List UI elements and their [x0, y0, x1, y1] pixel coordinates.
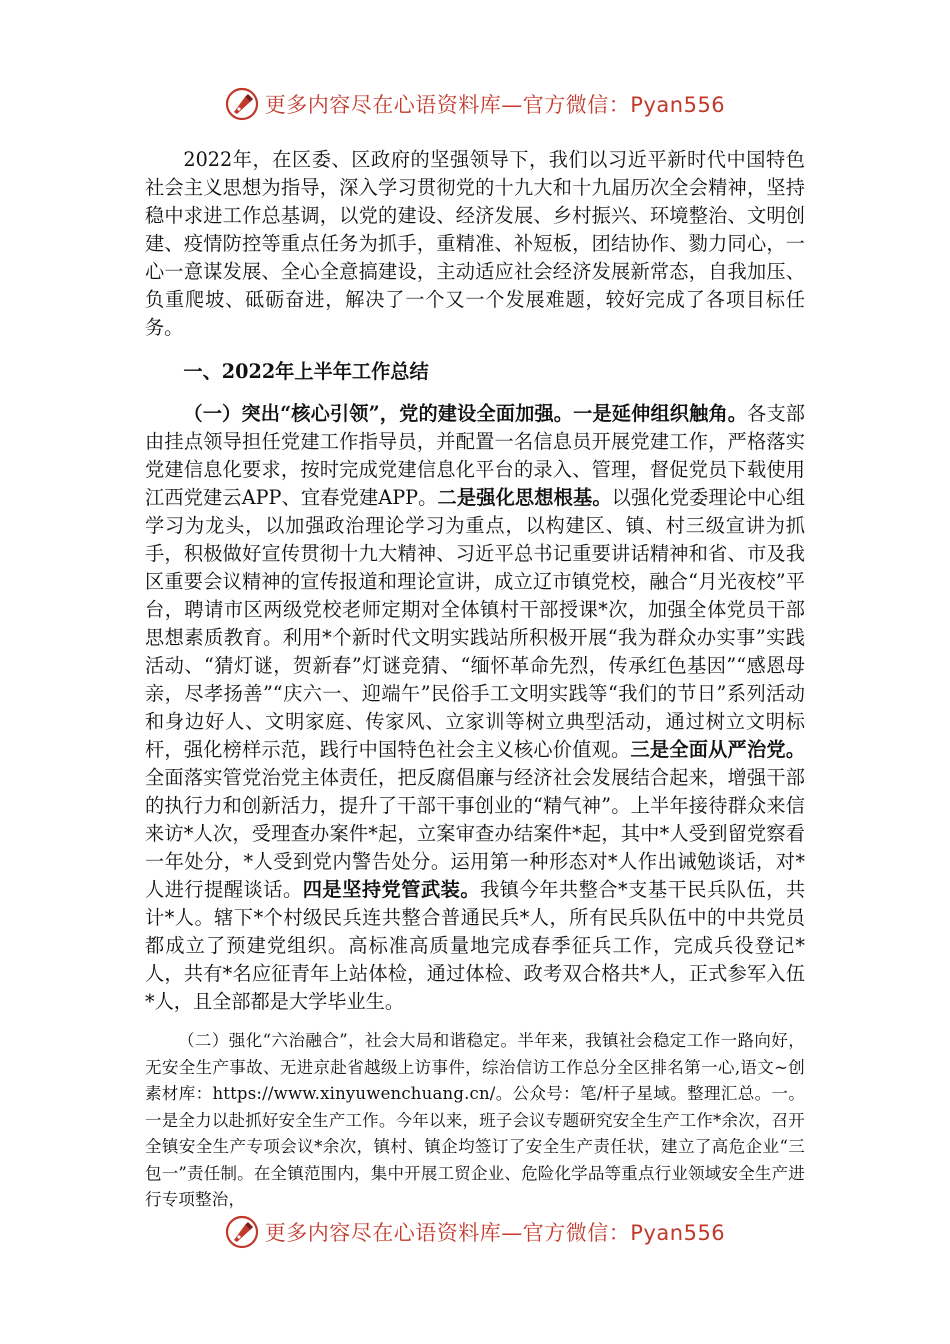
pen-nib-icon [225, 87, 259, 121]
footer-watermark-banner [0, 1212, 950, 1252]
party-building-paragraph [145, 400, 805, 1016]
part1-text-2: 以强化党委理论中心组学习为龙头，以加强政治理论学习为重点，以构建区、镇、村三级宣讲为抓手，积极做好宣传贯彻十九大精神、习近平总书记重要讲话精神和省、市及我区重要会议精神的宣传报道和理论宣讲，成立辽市镇党校，融合“月光夜校”平台，聘请市区两级党校老师定期对全体镇村干部授课*次，加强全体党员干部思想素质教育。利用*个新时代文明实践站所积极开展“我为群众办实事”实践活动、“猜灯谜，贺新春”灯谜竞猜、“缅怀革命先烈，传承红色基因”“感恩母亲，尽孝扬善”“庆六一、迎端午”民俗手工文明实践等“我们的节日”系列活动和身边好人、文明家庭、传家风、立家训等树立典型活动，通过树立文明标杆，强化榜样示范，践行中国特色社会主义核心价值观。 [145, 486, 806, 761]
part1-bold-3: 三是全面从严治党。 [630, 738, 806, 761]
part1-bold-2: 二是强化思想根基。 [437, 486, 612, 509]
intro-paragraph: 2022年，在区委、区政府的坚强领导下，我们以习近平新时代中国特色社会主义思想为指导，深入学习贯彻党的十九大和十九届历次全会精神，坚持稳中求进工作总基调，以党的建设、经济发展、乡村振兴、环境整治、文明创建、疫情防控等重点任务为抓手，重精准、补短板，团结协作、勠力同心，一心一意谋发展、全心全意搞建设，主动适应社会经济发展新常态，自我加压、负重爬坡、砥砺奋进，解决了一个又一个发展难题，较好完成了各项目标任务。 [145, 148, 805, 339]
pen-nib-icon [225, 1215, 259, 1249]
part1-text-3: 全面落实管党治党主体责任，把反腐倡廉与经济社会发展结合起来，增强干部的执行力和创新活力，提升了干部干事创业的“精气神”。上半年接待群众来信来访*人次，受理查办案件*起，立案审查办结案件*起，其中*人受到留党察看一年处分，*人受到党内警告处分。运用第一种形态对*人作出诫勉谈话，对*人进行提醒谈话。 [145, 766, 805, 901]
part1-text-1: 各支部由挂点领导担任党建工作指导员，并配置一名信息员开展党建工作，严格落实党建信息化要求，按时完成党建信息化平台的录入、管理，督促党员下载使用江西党建云APP、宜春党建APP。 [145, 402, 805, 509]
part1-bold-4: 四是坚持党管武装。 [302, 878, 481, 901]
banner-text: 更多内容尽在心语资料库—官方微信：Pyan556 [264, 93, 726, 117]
part1-lead: （一）突出“核心引领”，党的建设全面加强。一是延伸组织触角。 [183, 402, 748, 425]
document-body [145, 146, 805, 1214]
section-heading: 一、2022年上半年工作总结 [183, 360, 429, 383]
banner-text: 更多内容尽在心语资料库—官方微信：Pyan556 [264, 1221, 726, 1245]
social-stability-paragraph: （二）强化“六治融合”，社会大局和谐稳定。半年来，我镇社会稳定工作一路向好，无安全生产事故、无进京赴省越级上访事件，综治信访工作总分全区排名第一心,语文~创素材库：https://www.xinyuwenchuang.cn/。公众号：笔/杆子星域。整理汇总。一。一是全力以赴抓好安全生产工作。今年以来，班子会议专题研究安全生产工作*余次，召开全镇安全生产专项会议*余次，镇村、镇企均签订了安全生产责任状，建立了高危企业“三包一”责任制。在全镇范围内，集中开展工贸企业、危险化学品等重点行业领域安全生产进行专项整治， [145, 1031, 805, 1209]
part1-text-4: 我镇今年共整合*支基干民兵队伍，共计*人。辖下*个村级民兵连共整合普通民兵*人，所有民兵队伍中的中共党员都成立了预建党组织。高标准高质量地完成春季征兵工作，完成兵役登记*人，共有*名应征青年上站体检，通过体检、政考双合格共*人，正式参军入伍*人，且全部都是大学毕业生。 [145, 878, 806, 1013]
header-watermark-banner [0, 84, 950, 124]
